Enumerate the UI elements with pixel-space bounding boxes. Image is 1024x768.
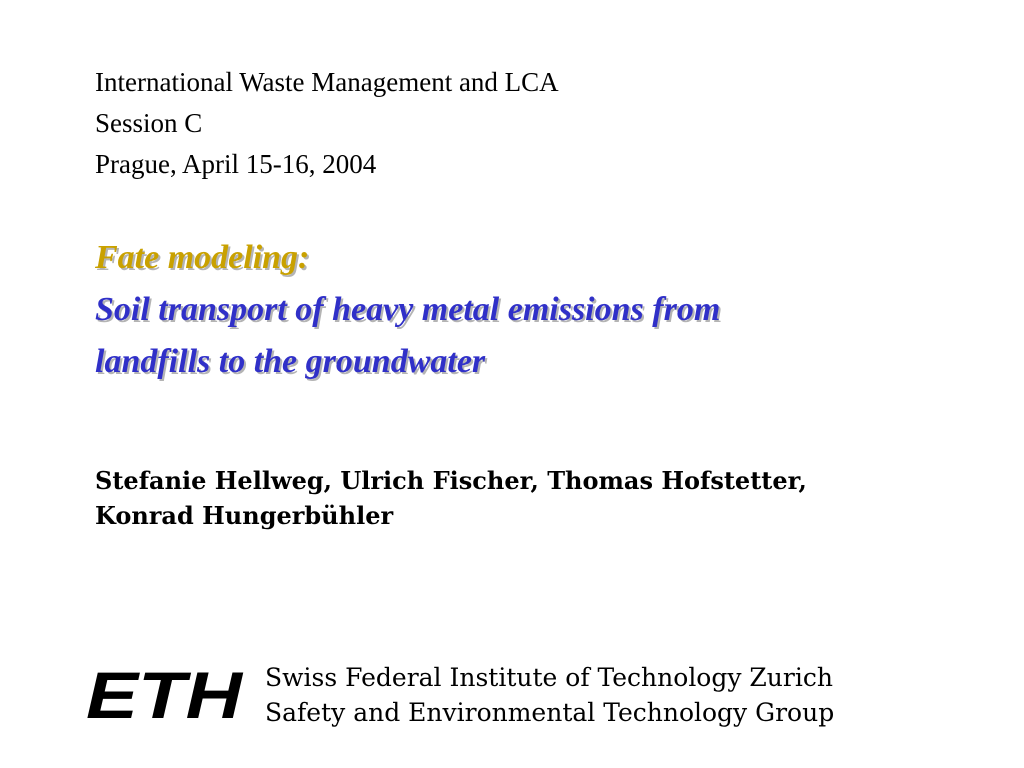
title-line-2: Soil transport of heavy metal emissions from [95, 291, 721, 328]
conference-name: International Waste Management and LCA [95, 67, 559, 97]
eth-logo-text: ETH [86, 668, 244, 724]
authors-line-1: Stefanie Hellweg, Ulrich Fischer, Thomas Hofstetter, [95, 466, 807, 495]
conference-info [95, 62, 559, 185]
title-line-3: landfills to the groundwater [95, 343, 486, 380]
title-line-1: Fate modeling: [95, 239, 310, 276]
presentation-title [95, 232, 720, 388]
conference-location-date: Prague, April 15-16, 2004 [95, 149, 377, 179]
session-label: Session C [95, 108, 203, 138]
institute-info [265, 660, 834, 730]
group-name: Safety and Environmental Technology Group [265, 698, 835, 727]
eth-logo [84, 668, 246, 724]
authors-line-2: Konrad Hungerbühler [95, 501, 394, 530]
author-list [95, 463, 807, 533]
institute-name: Swiss Federal Institute of Technology Zurich [265, 663, 833, 692]
